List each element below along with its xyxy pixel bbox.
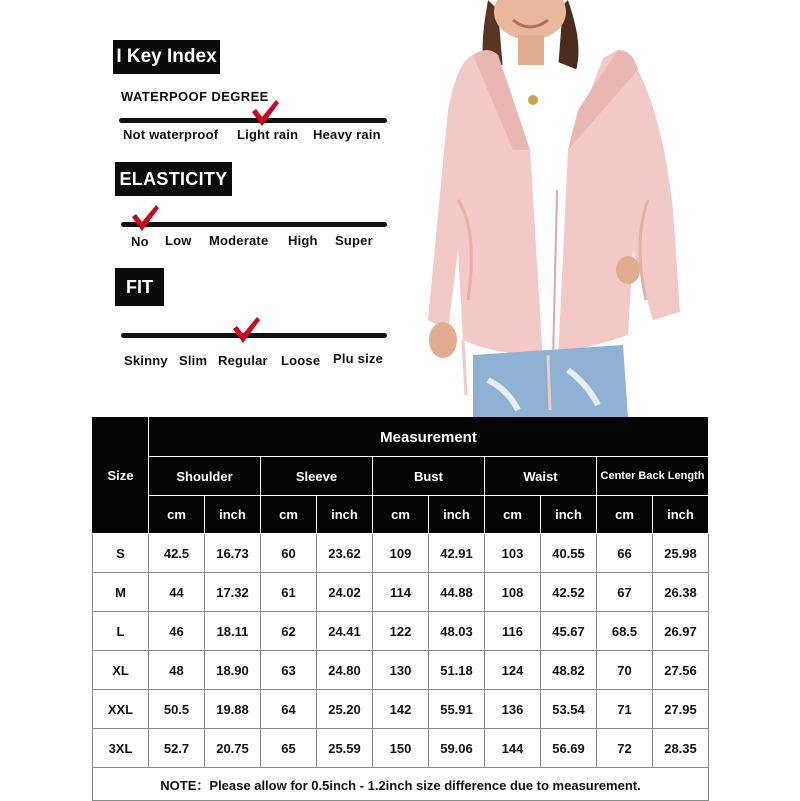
unit-inch: inch: [541, 496, 597, 534]
measurement-cell: 50.5: [149, 690, 205, 729]
size-cell: 3XL: [93, 729, 149, 768]
fit-option-skinny: Skinny: [124, 353, 168, 368]
measurement-cell: 65: [261, 729, 317, 768]
measurement-cell: 48.03: [429, 612, 485, 651]
measurement-cell: 26.97: [653, 612, 709, 651]
size-table-body: [93, 534, 709, 768]
waterproof-option-light: Light rain: [237, 127, 299, 142]
unit-inch: inch: [429, 496, 485, 534]
measurement-cell: 55.91: [429, 690, 485, 729]
elasticity-option-high: High: [288, 233, 318, 248]
column-header-bust: Bust: [373, 457, 485, 496]
measurement-cell: 23.62: [317, 534, 373, 573]
measurement-cell: 24.41: [317, 612, 373, 651]
measurement-cell: 48: [149, 651, 205, 690]
measurement-cell: 150: [373, 729, 429, 768]
elasticity-title: ELASTICITY: [115, 162, 232, 196]
measurement-cell: 72: [597, 729, 653, 768]
elasticity-check-icon: [130, 203, 160, 233]
measurement-cell: 44: [149, 573, 205, 612]
unit-cm: cm: [485, 496, 541, 534]
size-chart-table: [92, 417, 709, 801]
measurement-cell: 19.88: [205, 690, 261, 729]
column-header-shoulder: Shoulder: [149, 457, 261, 496]
product-model-image: [418, 0, 718, 418]
unit-cm: cm: [149, 496, 205, 534]
waterproof-check-icon: [250, 98, 280, 128]
measurement-cell: 67: [597, 573, 653, 612]
measurement-cell: 116: [485, 612, 541, 651]
table-row: [93, 729, 709, 768]
measurement-cell: 25.20: [317, 690, 373, 729]
measurement-cell: 48.82: [541, 651, 597, 690]
measurement-cell: 103: [485, 534, 541, 573]
measurement-cell: 18.11: [205, 612, 261, 651]
measurement-cell: 71: [597, 690, 653, 729]
table-row: [93, 573, 709, 612]
measurement-cell: 142: [373, 690, 429, 729]
fit-title: FIT: [115, 268, 164, 306]
fit-check-icon: [231, 315, 261, 345]
measurement-cell: 28.35: [653, 729, 709, 768]
waterproof-option-heavy: Heavy rain: [313, 127, 381, 142]
measurement-cell: 27.95: [653, 690, 709, 729]
unit-cm: cm: [261, 496, 317, 534]
waterproof-title: WATERPOOF DEGREE: [121, 89, 269, 104]
measurement-cell: 51.18: [429, 651, 485, 690]
measurement-cell: 18.90: [205, 651, 261, 690]
unit-cm: cm: [373, 496, 429, 534]
measurement-cell: 25.98: [653, 534, 709, 573]
measurement-cell: 24.02: [317, 573, 373, 612]
measurement-cell: 124: [485, 651, 541, 690]
fit-option-slim: Slim: [179, 353, 208, 368]
elasticity-option-moderate: Moderate: [209, 233, 269, 248]
unit-inch: inch: [317, 496, 373, 534]
measurement-cell: 26.38: [653, 573, 709, 612]
measurement-cell: 64: [261, 690, 317, 729]
measurement-cell: 62: [261, 612, 317, 651]
size-cell: S: [93, 534, 149, 573]
measurement-cell: 108: [485, 573, 541, 612]
column-header-sleeve: Sleeve: [261, 457, 373, 496]
measurement-cell: 17.32: [205, 573, 261, 612]
unit-cm: cm: [597, 496, 653, 534]
measurement-cell: 130: [373, 651, 429, 690]
measurement-cell: 44.88: [429, 573, 485, 612]
table-row: [93, 690, 709, 729]
measurement-cell: 16.73: [205, 534, 261, 573]
measurement-cell: 27.56: [653, 651, 709, 690]
table-row: [93, 534, 709, 573]
measurement-cell: 60: [261, 534, 317, 573]
column-header-center-back-length: Center Back Length: [597, 457, 709, 496]
waterproof-option-not: Not waterproof: [123, 127, 219, 142]
table-row: [93, 612, 709, 651]
elasticity-option-low: Low: [165, 233, 192, 248]
measurement-cell: 42.5: [149, 534, 205, 573]
measurement-cell: 52.7: [149, 729, 205, 768]
measurement-cell: 109: [373, 534, 429, 573]
measurement-cell: 24.80: [317, 651, 373, 690]
measurement-cell: 61: [261, 573, 317, 612]
measurement-cell: 144: [485, 729, 541, 768]
measurement-cell: 42.52: [541, 573, 597, 612]
fit-option-plus-size: Plu size: [333, 351, 384, 366]
size-cell: XL: [93, 651, 149, 690]
measurement-cell: 45.67: [541, 612, 597, 651]
size-cell: L: [93, 612, 149, 651]
table-row: [93, 651, 709, 690]
measurement-cell: 56.69: [541, 729, 597, 768]
measurement-cell: 68.5: [597, 612, 653, 651]
measurement-cell: 63: [261, 651, 317, 690]
measurement-note: NOTE：Please allow for 0.5inch - 1.2inch size difference due to measurement.: [93, 768, 709, 801]
measurement-cell: 70: [597, 651, 653, 690]
measurement-cell: 40.55: [541, 534, 597, 573]
unit-inch: inch: [653, 496, 709, 534]
measurement-cell: 53.54: [541, 690, 597, 729]
measurement-cell: 59.06: [429, 729, 485, 768]
measurement-header: Measurement: [149, 418, 709, 457]
column-header-waist: Waist: [485, 457, 597, 496]
measurement-cell: 114: [373, 573, 429, 612]
elasticity-option-no: No: [131, 234, 149, 249]
measurement-cell: 25.59: [317, 729, 373, 768]
fit-option-regular: Regular: [218, 353, 268, 368]
measurement-cell: 122: [373, 612, 429, 651]
elasticity-scale-line: [121, 222, 387, 227]
size-cell: XXL: [93, 690, 149, 729]
measurement-cell: 20.75: [205, 729, 261, 768]
measurement-cell: 136: [485, 690, 541, 729]
fit-option-loose: Loose: [281, 353, 321, 368]
measurement-cell: 46: [149, 612, 205, 651]
elasticity-option-super: Super: [335, 233, 373, 248]
size-cell: M: [93, 573, 149, 612]
unit-inch: inch: [205, 496, 261, 534]
measurement-cell: 66: [597, 534, 653, 573]
key-index-title: I Key Index: [113, 40, 220, 74]
measurement-cell: 42.91: [429, 534, 485, 573]
size-header: Size: [93, 418, 149, 534]
